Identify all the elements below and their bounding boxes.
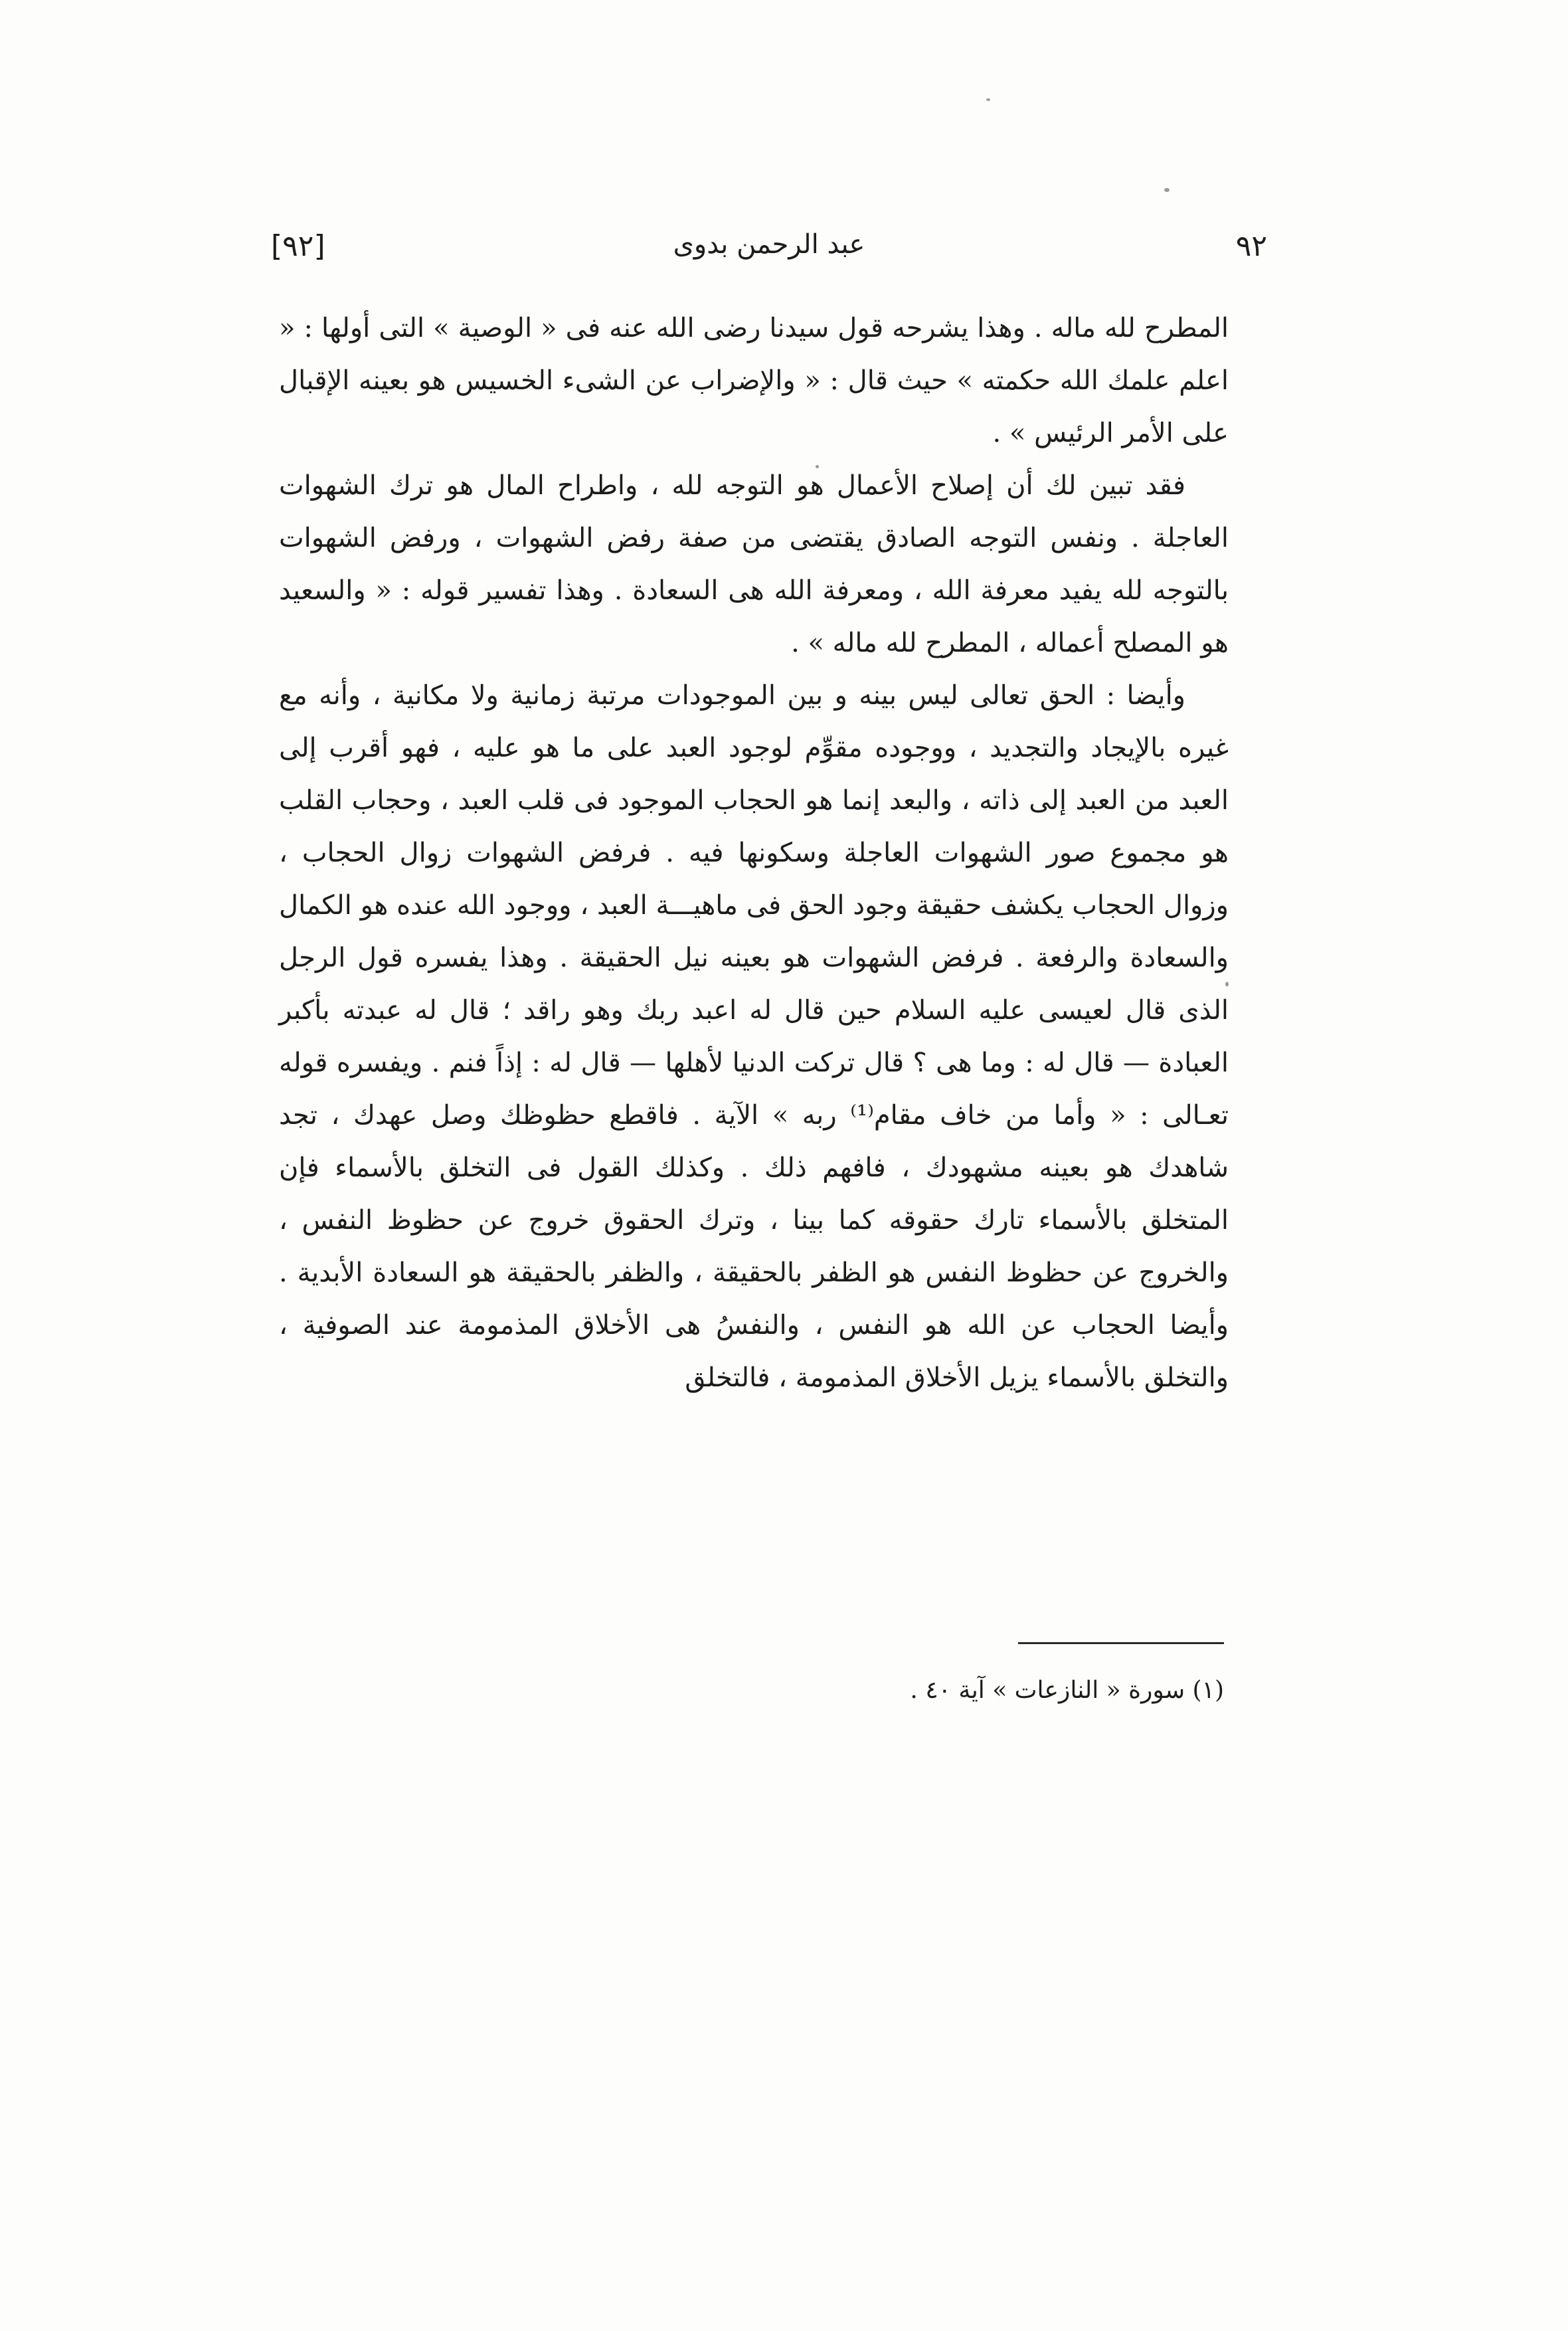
scan-speck: [1164, 188, 1170, 192]
footnote-divider: [1018, 1642, 1224, 1644]
page-header: [271, 229, 1267, 289]
running-title: عبد الرحمن بدوى: [673, 229, 865, 260]
footnote: (١) سورة « النازعات » آية ٤٠ .: [910, 1677, 1224, 1704]
paragraph: وأيضا : الحق تعالى ليس بينه و بين الموجودات مرتبة زمانية ولا مكانية ، وأنه مع غيره بالإيجاد والتجديد ، ووجوده مقوِّم لوجود العبد على ما هو عليه ، فهو أقرب إلى العبد من العبد إلى ذاته ، والبعد إنما هو الحجاب الموجود فى قلب العبد ، وحجاب القلب هو مجموع صور الشهوات العاجلة وسكونها فيه . فرفض الشهوات زوال الحجاب ، وزوال الحجاب يكشف حقيقة وجود الحق فى ماهيـــة العبد ، ووجود الله عنده هو الكمال والسعادة والرفعة . فرفض الشهوات هو بعينه نيل الحقيقة . وهذا يفسره قول الرجل الذى قال لعيسى عليه السلام حين قال له اعبد ربك وهو راقد ؛ قال له عبدته بأكبر العبادة — قال له : وما هى ؟ قال تركت الدنيا لأهلها — قال له : إذاً فنم . ويفسره قوله تعـالى : « وأما من خاف مقام⁽¹⁾ ربه » الآية . فاقطع حظوظك وصل عهدك ، تجد شاهدك هو بعينه مشهودك ، فافهم ذلك . وكذلك القول فى التخلق بالأسماء فإن المتخلق بالأسماء تارك حقوقه كما بينا ، وترك الحقوق خروج عن حظوظ النفس ، والخروج عن حظوظ النفس هو الظفر بالحقيقة ، والظفر بالحقيقة هو السعادة الأبدية . وأيضا الحجاب عن الله هو النفس ، والنفسُ هى الأخلاق المذمومة عند الصوفية ، والتخلق بالأسماء يزيل الأخلاق المذمومة ، فالتخلق: [279, 680, 1229, 1393]
body-text: [279, 302, 1229, 1404]
page-number: ٩٢: [1235, 229, 1267, 263]
paragraph: فقد تبين لك أن إصلاح الأعمال هو التوجه لله ، واطراح المال هو ترك الشهوات العاجلة . ونفس التوجه الصادق يقتضى من صفة رفض الشهوات ، ورفض الشهوات بالتوجه لله يفيد معرفة الله ، ومعرفة الله هى السعادة . وهذا تفسير قوله : « والسعيد هو المصلح أعماله ، المطرح لله ماله » .: [279, 470, 1229, 658]
page-number-bracketed: [٩٢]: [271, 229, 325, 263]
paragraph: المطرح لله ماله . وهذا يشرحه قول سيدنا رضى الله عنه فى « الوصية » التى أولها : « اعلم علمك الله حكمته » حيث قال : « والإضراب عن الشىء الخسيس هو بعينه الإقبال على الأمر الرئيس » .: [279, 313, 1229, 448]
scan-speck: [986, 98, 990, 101]
